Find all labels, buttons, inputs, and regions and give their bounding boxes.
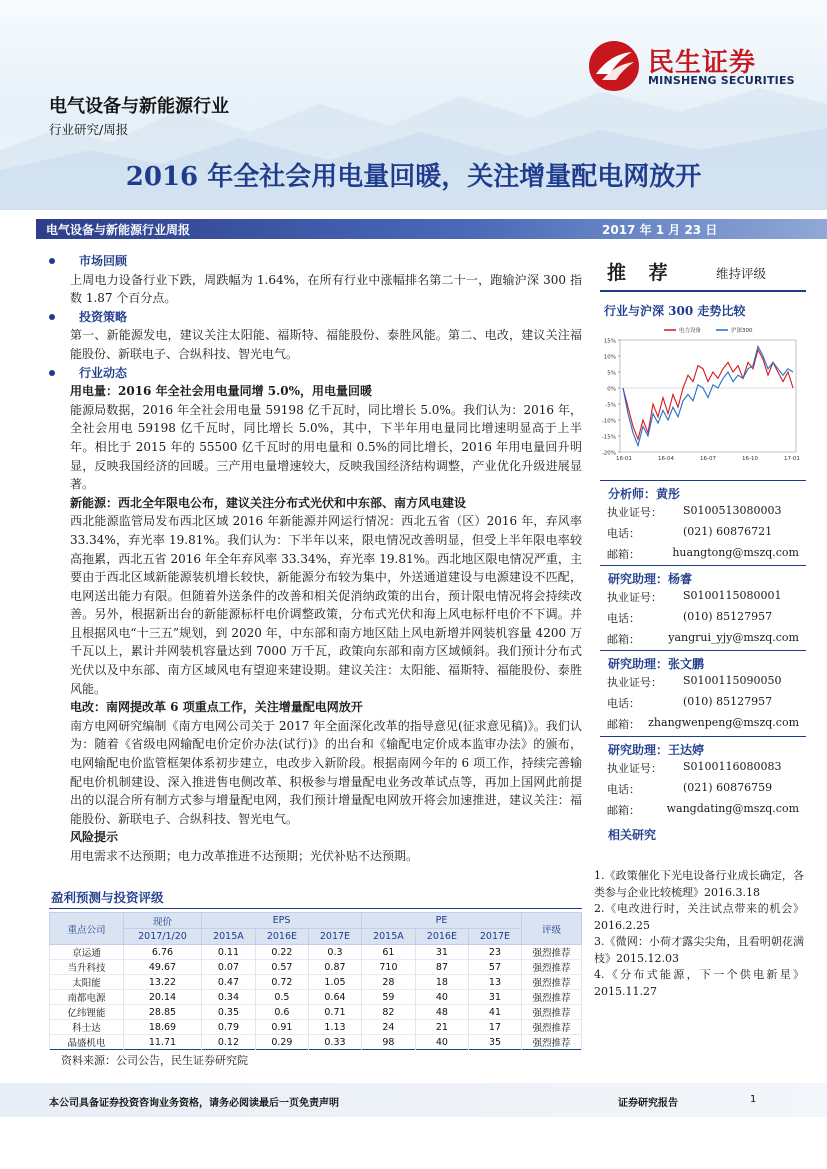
related-list	[594, 868, 804, 1000]
table-cell: 0.87	[308, 960, 361, 975]
table-cell: 49.67	[124, 960, 202, 975]
brand-name-en: MINSHENG SECURITIES	[648, 74, 795, 87]
subsection-heading: 电改：南网提改革 6 项重点工作，关注增量配电网放开	[70, 700, 363, 715]
y-tick-label: -20%	[601, 450, 616, 457]
table-cell: 31	[468, 990, 521, 1005]
col-year: 2015A	[361, 929, 415, 945]
analyst-heading	[600, 736, 806, 758]
minsheng-logo-icon	[588, 40, 640, 92]
report-body	[49, 252, 582, 866]
related-item: 3.《微网：小荷才露尖尖角，且看明朝花满枝》2015.12.03	[594, 935, 804, 965]
table-cell: 0.29	[255, 1035, 308, 1050]
analyst-name: 王达婷	[668, 743, 705, 757]
table-cell: 强烈推荐	[522, 960, 582, 975]
analyst-cert	[607, 674, 807, 694]
related-item: 2.《电改进行时，关注试点带来的机会》2016.2.25	[594, 902, 804, 932]
risk-text: 用电需求不达预期；电力改革推进不达预期；光伏补贴不达预期。	[70, 849, 419, 863]
field-value: (021) 60876721	[683, 525, 773, 538]
table-cell: 21	[415, 1020, 468, 1035]
rating-note: 维持评级	[716, 266, 767, 281]
industry-name: 电气设备与新能源行业	[49, 96, 229, 117]
divider	[600, 290, 806, 292]
y-tick-label: 15%	[603, 338, 616, 345]
analyst-name: 杨睿	[668, 572, 693, 586]
table-cell: 0.35	[202, 1005, 256, 1020]
company-cell: 晶盛机电	[50, 1035, 124, 1050]
field-label: 邮箱：	[607, 548, 640, 561]
field-value: (010) 85127957	[683, 695, 773, 708]
analyst-role: 研究助理：	[608, 572, 669, 586]
y-tick-label: -5%	[605, 402, 616, 409]
table-cell: 48	[415, 1005, 468, 1020]
col-year: 2016E	[415, 929, 468, 945]
field-value: S0100115080001	[683, 589, 782, 602]
table-cell: 18	[415, 975, 468, 990]
analyst-role: 研究助理：	[608, 743, 669, 757]
table-cell: 18.69	[124, 1020, 202, 1035]
y-tick-label: 0%	[607, 386, 616, 393]
footer	[0, 1083, 827, 1117]
bullet-icon	[49, 370, 55, 376]
analyst-cert	[607, 589, 807, 609]
power-reform-text: 南方电网研究编制《南方电网公司关于 2017 年全面深化改革的指导意见(征求意见稿)》。我们认为：随着《省级电网输配电价定价办法(试行)》的出台和《输配电定价成本监审办法》的颁布，电网输配电价监管框架体系初步建立，电改步入新阶段。根据南网今年的 6 项工作，持续完善输配电价机制建设、深入推进售电侧改革、积极参与增量配电业务改革试点等，再加上国网此前提出的以混合所有制方式参与增量配电网，我们预计增量配电网放开将会加速推进，建议关注：福能股份、新联电子、合纵科技、智光电气。	[70, 718, 582, 826]
table-cell: 0.34	[202, 990, 256, 1005]
table-cell: 710	[361, 960, 415, 975]
y-tick-label: -15%	[601, 434, 616, 441]
field-label: 邮箱：	[607, 804, 640, 817]
table-cell: 13	[468, 975, 521, 990]
analyst-heading	[600, 480, 806, 502]
analyst-role: 分析师：	[608, 487, 657, 501]
company-cell: 南都电源	[50, 990, 124, 1005]
col-rating: 评级	[522, 913, 582, 945]
field-value: S0100115090050	[683, 674, 782, 687]
report-type: 行业研究/周报	[49, 122, 129, 137]
table-cell: 强烈推荐	[522, 945, 582, 960]
field-label: 执业证号：	[607, 506, 662, 519]
x-tick-label: 16-10	[742, 456, 758, 462]
table-cell: 强烈推荐	[522, 1020, 582, 1035]
field-label: 邮箱：	[607, 718, 640, 731]
company-cell: 当升科技	[50, 960, 124, 975]
table-cell: 强烈推荐	[522, 975, 582, 990]
x-tick-label: 16-01	[616, 456, 632, 462]
col-pe: PE	[361, 913, 521, 929]
rating: 推 荐	[607, 262, 676, 284]
table-row	[50, 1020, 582, 1035]
table-row	[50, 1005, 582, 1020]
table-cell: 0.72	[255, 975, 308, 990]
table-cell: 0.79	[202, 1020, 256, 1035]
field-value: (021) 60876759	[683, 781, 773, 794]
table-cell: 40	[415, 1035, 468, 1050]
y-tick-label: -10%	[601, 418, 616, 425]
related-item: 4.《分布式能源，下一个供电新星》2015.11.27	[594, 968, 804, 998]
table-cell: 0.6	[255, 1005, 308, 1020]
table-cell: 0.33	[308, 1035, 361, 1050]
field-value[interactable]: zhangwenpeng@mszq.com	[648, 716, 799, 729]
footer-doc-type: 证券研究报告	[618, 1098, 678, 1109]
field-label: 电话：	[607, 527, 640, 540]
table-cell: 0.64	[308, 990, 361, 1005]
trend-chart	[596, 318, 804, 466]
field-value: (010) 85127957	[683, 610, 773, 623]
analyst-mail	[607, 802, 807, 822]
table-cell: 28.85	[124, 1005, 202, 1020]
earnings-table	[49, 912, 582, 1050]
analyst-role: 研究助理：	[608, 657, 669, 671]
section-heading: 投资策略	[49, 308, 582, 327]
new-energy-text: 西北能源监管局发布西北区域 2016 年新能源并网运行情况：西北五省（区）2016 年，弃风率 33.34%，弃光率 19.81%。我们认为：下半年以来，限电情况改善明显，但受上半年限电率较高拖累，西北五省 2016 年全年弃风率 33.34%，弃光率 19.81%。西北地区限电情况严重，主要由于西北区域新能源装机增长较快，新能源分布较为集中，外送通道建设与电源建设不匹配，电网送出能力有限。但随着外送条件的改善和相关促消纳政策的出台，预计限电情况将会持续改善。另外，根据新出台的新能源标杆电价调整政策，分布式光伏和海上风电标杆电价不下调。并且根据风电“十三五”规划，到 2020 年，中东部和南方地区陆上风电新增并网装机容量 4200 万千瓦以上，累计并网装机容量达到 7000 万千瓦，政策向东部和南方区域倾斜。我们预计分布式光伏以及中东部、南方区域风电有望迎来建设期。建议关注：太阳能、福斯特、福能股份、泰胜风能。	[70, 514, 582, 696]
table-cell: 23	[468, 945, 521, 960]
table-cell: 82	[361, 1005, 415, 1020]
table-cell: 40	[415, 990, 468, 1005]
col-year: 2015A	[202, 929, 256, 945]
col-date: 2017/1/20	[124, 929, 202, 945]
section-heading: 市场回顾	[49, 252, 582, 271]
col-year: 2017E	[468, 929, 521, 945]
col-year: 2016E	[255, 929, 308, 945]
table-cell: 98	[361, 1035, 415, 1050]
table-cell: 11.71	[124, 1035, 202, 1050]
table-cell: 20.14	[124, 990, 202, 1005]
field-label: 执业证号：	[607, 676, 662, 689]
table-cell: 41	[468, 1005, 521, 1020]
field-value[interactable]: wangdating@mszq.com	[666, 802, 799, 815]
subsection-heading: 新能源：西北全年限电公布，建议关注分布式光伏和中东部、南方风电建设	[70, 495, 467, 510]
report-date: 2017 年 1 月 23 日	[602, 223, 718, 237]
strategy-text: 第一、新能源发电，建议关注太阳能、福斯特、福能股份、泰胜风能。第二、电改，建议关注福能股份、新联电子、合纵科技、智光电气。	[70, 328, 582, 361]
field-label: 电话：	[607, 783, 640, 796]
related-heading: 相关研究	[608, 828, 657, 842]
analyst-tel	[607, 610, 807, 630]
market-review-text: 上周电力设备行业下跌，周跌幅为 1.64%，在所有行业中涨幅排名第二十一，跑输沪深 300 指数 1.87 个百分点。	[70, 272, 582, 306]
table-cell: 1.13	[308, 1020, 361, 1035]
table-cell: 17	[468, 1020, 521, 1035]
table-cell: 61	[361, 945, 415, 960]
analyst-tel	[607, 695, 807, 715]
table-cell: 0.71	[308, 1005, 361, 1020]
analyst-tel	[607, 781, 807, 801]
table-cell: 31	[415, 945, 468, 960]
related-item: 1.《政策催化下光电设备行业成长确定，各类参与企业比较梳理》2016.3.18	[594, 869, 804, 899]
table-cell: 强烈推荐	[522, 990, 582, 1005]
analyst-mail	[607, 546, 807, 566]
brand-name: 民生证券	[648, 48, 757, 78]
legend-label: 电力设备	[679, 328, 702, 334]
table-row	[50, 975, 582, 990]
subsection-heading: 用电量：2016 年全社会用电量同增 5.0%，用电量回暖	[70, 384, 373, 399]
col-company: 重点公司	[50, 913, 124, 945]
analyst-heading	[600, 565, 806, 587]
y-tick-label: 10%	[603, 354, 616, 361]
analyst-tel	[607, 525, 807, 545]
x-tick-label: 16-07	[700, 456, 716, 462]
table-cell: 6.76	[124, 945, 202, 960]
chart-title: 行业与沪深 300 走势比较	[604, 304, 746, 318]
field-label: 执业证号：	[607, 591, 662, 604]
analyst-mail	[607, 716, 807, 736]
analyst-name: 黄彤	[656, 487, 681, 501]
table-row	[50, 945, 582, 960]
table-cell: 24	[361, 1020, 415, 1035]
table-row	[50, 960, 582, 975]
table-cell: 57	[468, 960, 521, 975]
company-cell: 科士达	[50, 1020, 124, 1035]
report-band	[36, 219, 827, 239]
table-cell: 0.3	[308, 945, 361, 960]
table-row	[50, 990, 582, 1005]
bullet-icon	[49, 258, 55, 264]
band-label: 电气设备与新能源行业周报	[46, 223, 191, 237]
table-source: 资料来源：公司公告，民生证券研究院	[61, 1054, 248, 1067]
table-title: 盈利预测与投资评级	[49, 888, 582, 909]
company-cell: 亿纬锂能	[50, 1005, 124, 1020]
legend-label: 沪深300	[731, 328, 753, 334]
table-cell: 0.91	[255, 1020, 308, 1035]
section-heading: 行业动态	[49, 364, 582, 383]
power-usage-text: 能源局数据，2016 年全社会用电量 59198 亿千瓦时，同比增长 5.0%。我们认为：2016 年，全社会用电 59198 亿千瓦时，同比增长 5.0%，其中，下半年用电量同比增速明显高于上半年。相比于 2015 年的 55500 亿千瓦时的用电量和 0.5%的同比增长，2016 年用电量回升明显，反映我国经济的回暖。三产用电量增速较大，反映我国经济结构调整，产业优化升级进展显著。	[70, 402, 582, 492]
risk-heading: 风险提示	[70, 830, 119, 845]
field-label: 电话：	[607, 697, 640, 710]
analyst-name: 张文鹏	[668, 657, 705, 671]
analyst-mail	[607, 631, 807, 651]
col-eps: EPS	[202, 913, 362, 929]
company-cell: 京运通	[50, 945, 124, 960]
field-value: S0100116080083	[683, 760, 782, 773]
table-cell: 13.22	[124, 975, 202, 990]
col-year: 2017E	[308, 929, 361, 945]
col-price: 现价	[124, 913, 202, 929]
y-tick-label: 5%	[607, 370, 616, 377]
table-cell: 0.57	[255, 960, 308, 975]
field-label: 邮箱：	[607, 633, 640, 646]
field-label: 电话：	[607, 612, 640, 625]
x-tick-label: 17-01	[784, 456, 800, 462]
table-cell: 0.12	[202, 1035, 256, 1050]
plot-area	[620, 340, 796, 452]
table-cell: 0.07	[202, 960, 256, 975]
field-value[interactable]: yangrui_yjy@mszq.com	[668, 631, 799, 644]
company-cell: 太阳能	[50, 975, 124, 990]
analyst-cert	[607, 504, 807, 524]
header	[0, 0, 827, 210]
table-cell: 28	[361, 975, 415, 990]
page-number: 1	[750, 1094, 757, 1105]
footer-disclaimer: 本公司具备证券投资咨询业务资格，请务必阅读最后一页免责声明	[49, 1098, 339, 1109]
table-cell: 强烈推荐	[522, 1035, 582, 1050]
report-title: 2016 年全社会用电量回暖，关注增量配电网放开	[125, 162, 702, 192]
table-cell: 0.11	[202, 945, 256, 960]
table-cell: 0.5	[255, 990, 308, 1005]
field-label: 执业证号：	[607, 762, 662, 775]
table-cell: 59	[361, 990, 415, 1005]
table-cell: 87	[415, 960, 468, 975]
field-value: S0100513080003	[683, 504, 782, 517]
table-cell: 0.47	[202, 975, 256, 990]
table-cell: 1.05	[308, 975, 361, 990]
table-cell: 35	[468, 1035, 521, 1050]
field-value[interactable]: huangtong@mszq.com	[672, 546, 799, 559]
analyst-heading	[600, 650, 806, 672]
bullet-icon	[49, 314, 55, 320]
table-cell: 0.22	[255, 945, 308, 960]
analyst-cert	[607, 760, 807, 780]
x-tick-label: 16-04	[658, 456, 674, 462]
table-row	[50, 1035, 582, 1050]
table-cell: 强烈推荐	[522, 1005, 582, 1020]
